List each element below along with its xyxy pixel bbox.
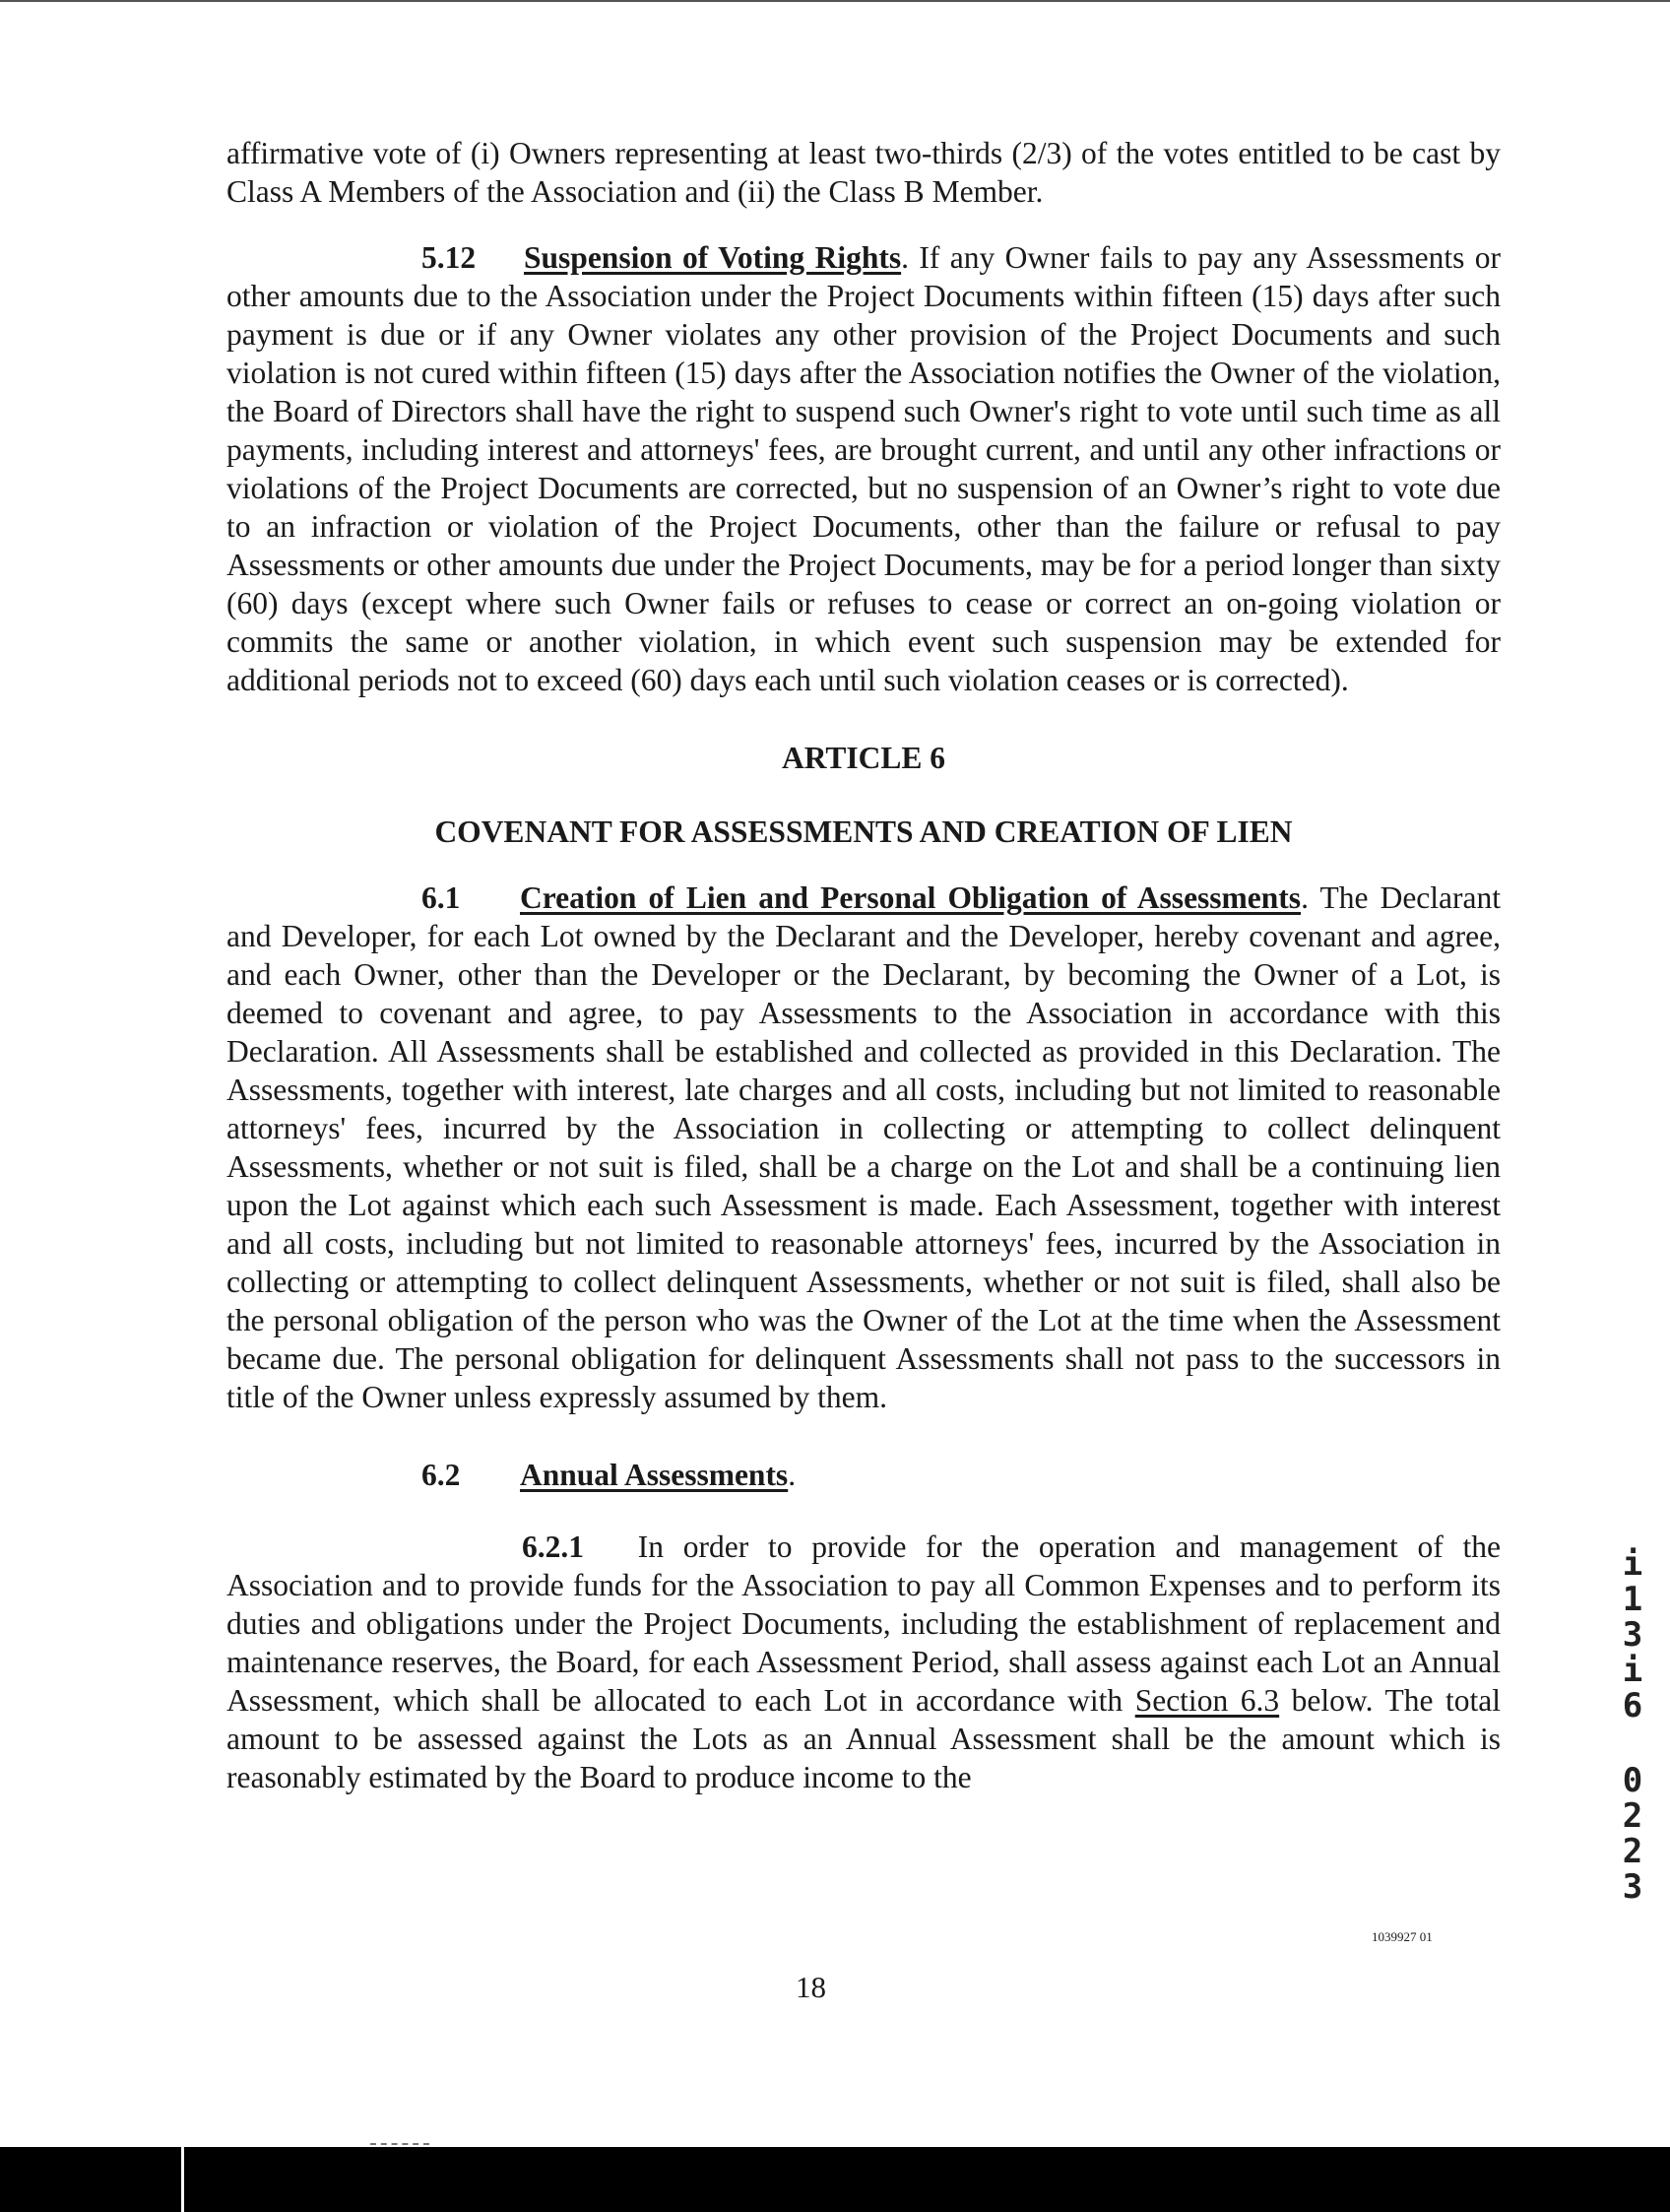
stamp-char: 3 [1622, 1867, 1643, 1907]
section-number: 5.12 [421, 240, 477, 275]
section-number: 6.2 [421, 1458, 461, 1492]
scan-bottom-bar [0, 2147, 1670, 2212]
section-number: 6.1 [421, 880, 461, 915]
subsection-body-end: below. The total amount to be assessed against the Lots as an Annual Assessment shall be the amount which is reasonably estimated by the Board to produce income to the [226, 1683, 1501, 1794]
scan-bar-notch [181, 2147, 184, 2212]
section-6-1-paragraph [226, 878, 1501, 1416]
stamp-char: i [1622, 1544, 1643, 1584]
section-6-2-1-paragraph [226, 1528, 1501, 1796]
article-number: ARTICLE 6 [781, 741, 946, 775]
page-number: 18 [796, 1970, 826, 2004]
section-title: Creation of Lien and Personal Obligation of Assessments [520, 880, 1302, 915]
section-body: . If any Owner fails to pay any Assessments or other amounts due to the Association under the Project Documents within fifteen (15) days after such payment is due or if any Owner violates any other provision of the Project Documents and such violation is not cured within fifteen (15) days after the Association notifies the Owner of the violation, the Board of Directors shall have the right to suspend such Owner's right to vote until such time as all payments, including interest and attorneys' fees, are brought current, and until any other infractions or violations of the Project Documents are corrected, but no suspension of an Owner’s right to vote due to an infraction or violation of the Project Documents, other than the failure or refusal to pay Assessments or other amounts due under the Project Documents, may be for a period longer than sixty (60) days (except where such Owner fails or refuses to cease or correct an on-going violation or commits the same or another violation, in which event such suspension may be extended for additional periods not to exceed (60) days each until such violation ceases or is corrected). [226, 240, 1501, 697]
stamp-char: 1 [1622, 1580, 1643, 1619]
stamp-gap [1615, 1724, 1650, 1763]
document-id: 1039927 01 [1372, 1929, 1433, 1944]
section-body: . The Declarant and Developer, for each Lot owned by the Declarant and the Developer, hereby covenant and agree, and each Owner, other than the Developer or the Declarant, by becoming the Owner of a Lot, is deemed to covenant and agree, to pay Assessments to the Association in accordance with this Declaration. All Assessments shall be established and collected as provided in this Declaration. The Assessments, together with interest, late charges and all costs, including but not limited to reasonable attorneys' fees, incurred by the Association in collecting or attempting to collect delinquent Assessments, whether or not suit is filed, shall be a charge on the Lot and shall be a continuing lien upon the Lot against which each such Assessment is made. Each Assessment, together with interest and all costs, including but not limited to reasonable attorneys' fees, incurred by the Association in collecting or attempting to collect delinquent Assessments, whether or not suit is filed, shall also be the personal obligation of the person who was the Owner of the Lot at the time when the Assessment became due. The personal obligation for delinquent Assessments shall not pass to the successors in title of the Owner unless expressly assumed by them. [226, 880, 1501, 1414]
stamp-char: 0 [1622, 1761, 1643, 1800]
section-title-suffix: . [788, 1458, 797, 1492]
top-border [0, 0, 1670, 2]
section-5-12-paragraph [226, 238, 1501, 699]
section-title: Annual Assessments [520, 1458, 789, 1492]
section-6-2-heading [226, 1456, 1501, 1494]
margin-recording-stamp [1615, 1546, 1650, 1905]
opening-paragraph: affirmative vote of (i) Owners representing at least two-thirds (2/3) of the votes entitled to be cast by Class A Members of the Association and (ii) the Class B Member. [226, 136, 1501, 209]
section-reference: Section 6.3 [1134, 1683, 1280, 1718]
article-title: COVENANT FOR ASSESSMENTS AND CREATION OF LIEN [434, 814, 1293, 849]
section-title: Suspension of Voting Rights [524, 240, 902, 275]
stamp-char: 6 [1622, 1686, 1643, 1725]
subsection-number: 6.2.1 [522, 1529, 584, 1564]
stamp-char: i [1622, 1651, 1643, 1690]
stamp-char: 2 [1622, 1832, 1643, 1871]
document-body [226, 134, 1501, 1796]
stamp-char: 2 [1622, 1796, 1643, 1836]
stamp-char: 3 [1622, 1615, 1643, 1655]
subsection-body-start: In order to provide for the operation and management of the Association and to provide funds for the Association to pay all Common Expenses and to perform its duties and obligations under the Project Documents, including the establishment of replacement and maintenance reserves, the Board, for each Assessment Period, shall assess against each Lot an Annual Assessment, which shall be allocated to each Lot in accordance with [226, 1529, 1501, 1718]
